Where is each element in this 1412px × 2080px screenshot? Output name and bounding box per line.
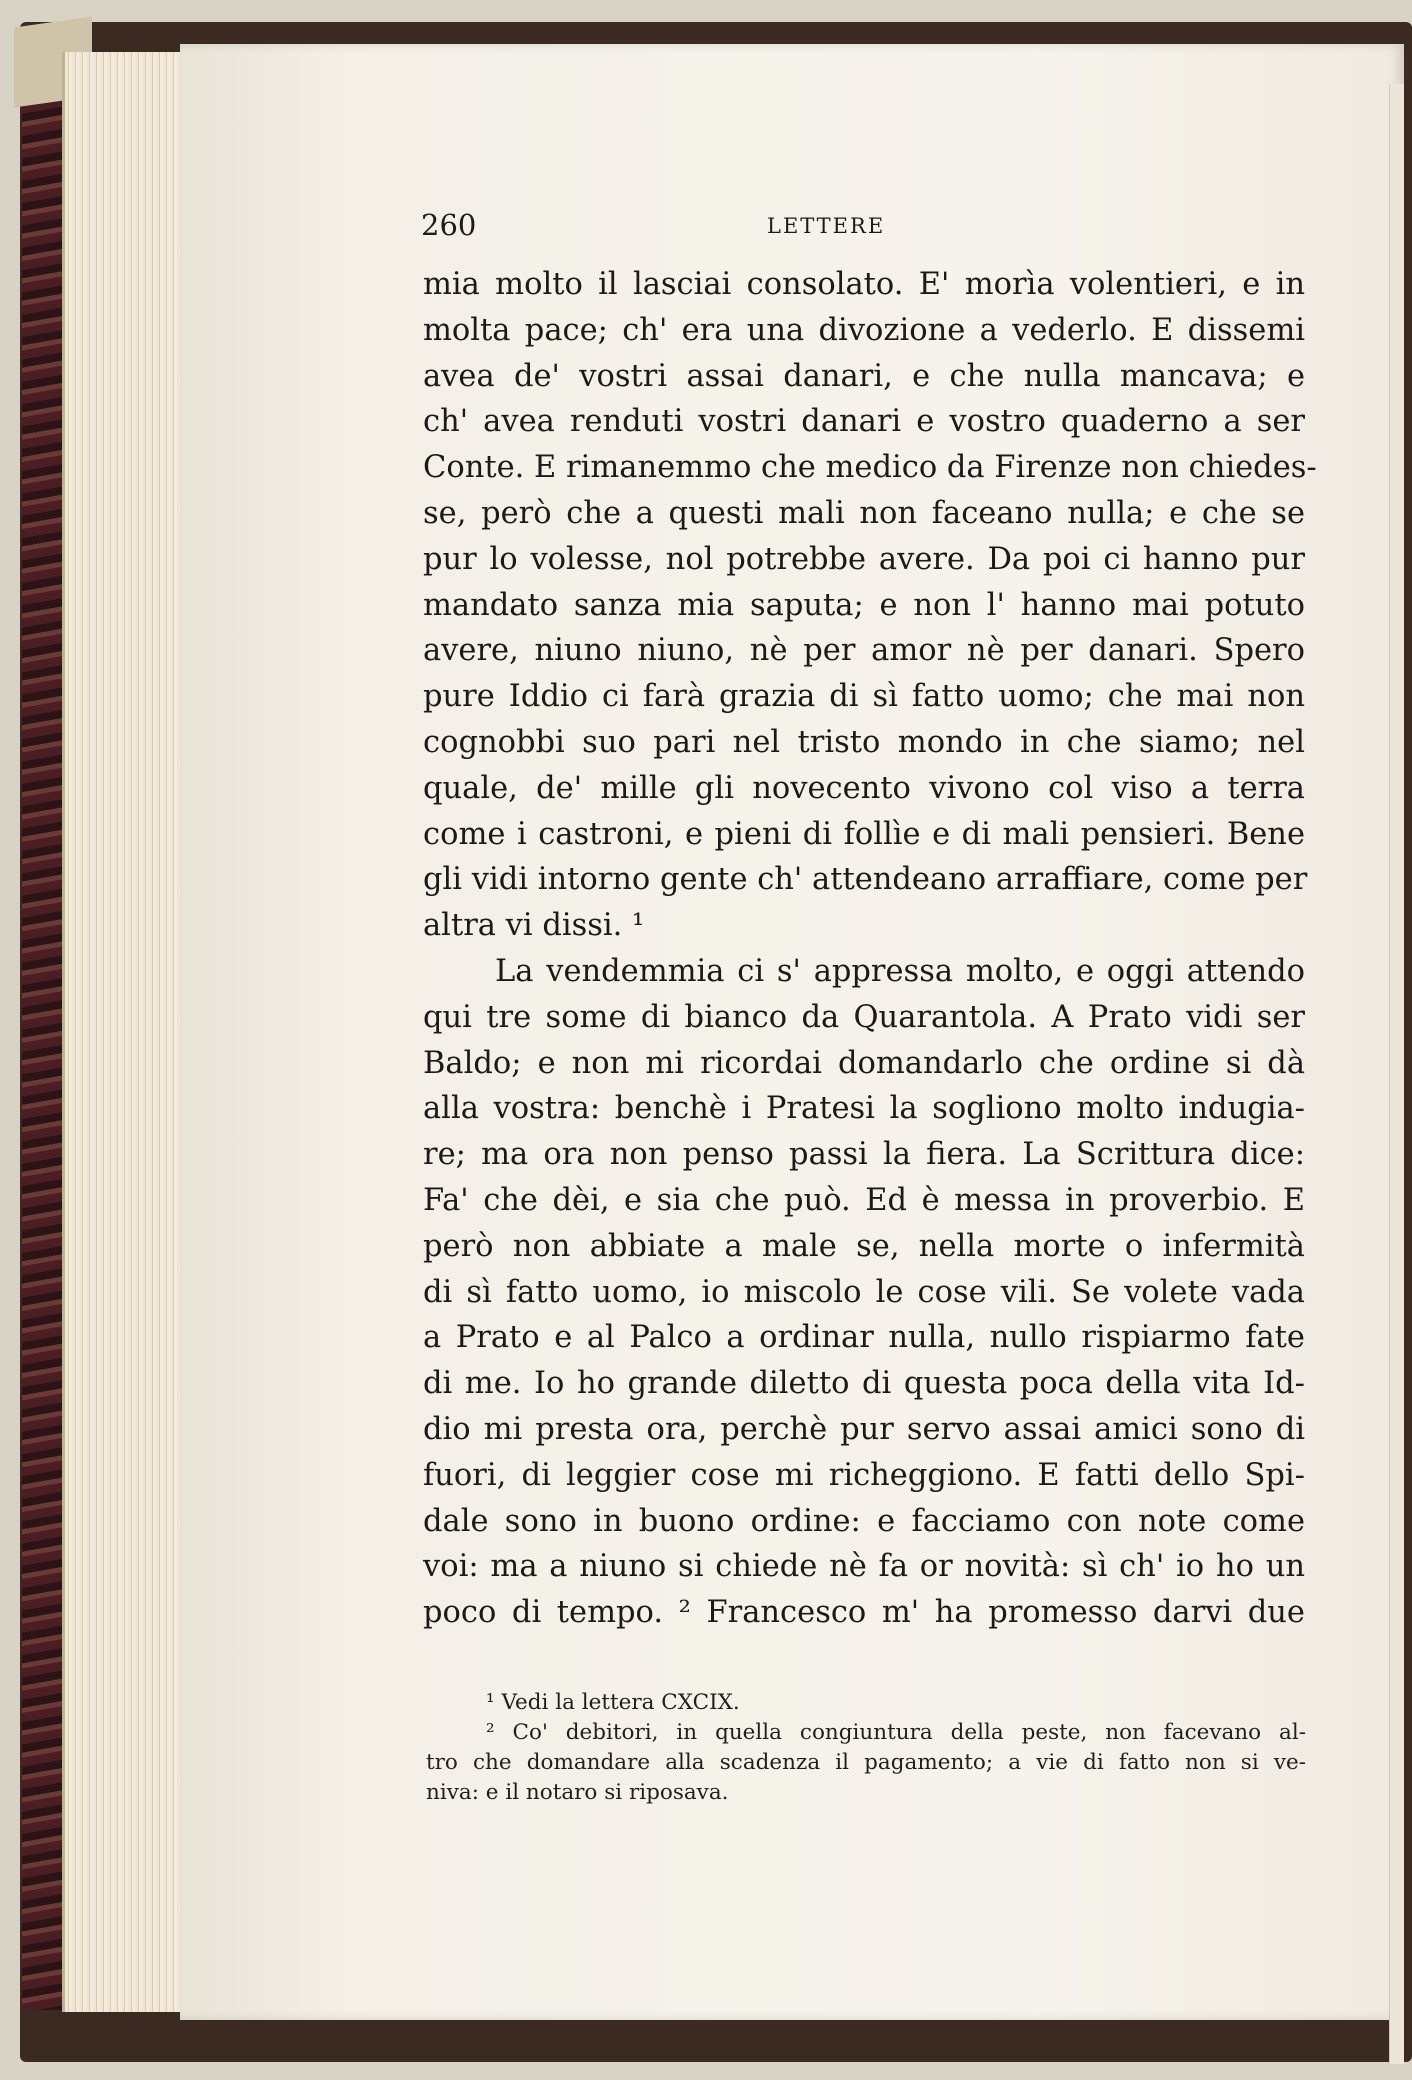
text-line: re; ma ora non penso passi la fiera. La Scrittura dice:	[423, 1137, 1305, 1173]
running-head-title: LETTERE	[767, 214, 886, 238]
text-line: alla vostra: benchè i Pratesi la sogliono molto indugia-	[423, 1091, 1305, 1127]
text-line: Baldo; e non mi ricordai domandarlo che ordine si dà	[423, 1045, 1305, 1081]
text-line: molta pace; ch' era una divozione a vederlo. E dissemi	[423, 312, 1305, 348]
footnote-2-line: niva: e il notaro si riposava.	[426, 1780, 729, 1805]
facing-page-edge	[1389, 84, 1404, 2064]
footnote-2: ² Co' debitori, in quella congiuntura della peste, non facevano al-	[486, 1720, 1306, 1745]
text-line: pure Iddio ci farà grazia di sì fatto uomo; che mai non	[423, 679, 1305, 715]
footnote-1: ¹ Vedi la lettera CXCIX.	[486, 1690, 740, 1715]
text-line: avere, niuno niuno, nè per amor nè per danari. Spero	[423, 633, 1305, 669]
text-line: però non abbiate a male se, nella morte o infermità	[423, 1228, 1305, 1264]
text-line: poco di tempo. ² Francesco m' ha promesso darvi due	[423, 1595, 1305, 1631]
text-line: fuori, di leggier cose mi richeggiono. E fatti dello Spi-	[423, 1457, 1305, 1493]
text-line: quale, de' mille gli novecento vivono col viso a terra	[423, 770, 1305, 806]
text-line: di sì fatto uomo, io miscolo le cose vili. Se volete vada	[423, 1274, 1305, 1310]
text-line: di me. Io ho grande diletto di questa poca della vita Id-	[423, 1366, 1305, 1402]
text-line: mandato sanza mia saputa; e non l' hanno mai potuto	[423, 587, 1305, 623]
text-line: dio mi presta ora, perchè pur servo assai amici sono di	[423, 1411, 1305, 1447]
text-line: Fa' che dèi, e sia che può. Ed è messa in proverbio. E	[423, 1182, 1305, 1218]
footnote-2-line: tro che domandare alla scadenza il pagamento; a vie di fatto non si ve-	[426, 1750, 1306, 1775]
text-line: come i castroni, e pieni di follìe e di mali pensieri. Bene	[423, 816, 1305, 852]
running-head	[421, 208, 1321, 248]
text-line: dale sono in buono ordine: e facciamo con note come	[423, 1503, 1305, 1539]
text-line: voi: ma a niuno si chiede nè fa or novità: sì ch' io ho un	[423, 1549, 1305, 1585]
text-line: a Prato e al Palco a ordinar nulla, nullo rispiarmo fate	[423, 1320, 1305, 1356]
paragraph-first-line: La vendemmia ci s' appressa molto, e oggi attendo	[495, 953, 1305, 989]
text-line: altra vi dissi. ¹	[423, 908, 645, 944]
body-text	[423, 262, 1317, 1636]
text-line: pur lo volesse, nol potrebbe avere. Da poi ci hanno pur	[423, 541, 1305, 577]
text-line: qui tre some di bianco da Quarantola. A Prato vidi ser	[423, 999, 1305, 1035]
text-line: avea de' vostri assai danari, e che nulla mancava; e	[423, 358, 1305, 394]
text-line: Conte. E rimanemmo che medico da Firenze non chiedes-	[423, 450, 1317, 486]
page-stack-edge	[62, 52, 195, 2012]
text-line: se, però che a questi mali non faceano nulla; e che se	[423, 495, 1305, 531]
text-line: gli vidi intorno gente ch' attendeano arraffiare, come per	[423, 862, 1308, 898]
footnotes	[426, 1688, 1306, 1808]
text-line: cognobbi suo pari nel tristo mondo in che siamo; nel	[423, 724, 1305, 760]
text-line: mia molto il lasciai consolato. E' morìa volentieri, e in	[423, 267, 1305, 302]
text-line: ch' avea renduti vostri danari e vostro quaderno a ser	[423, 404, 1305, 440]
page-number: 260	[421, 208, 477, 242]
